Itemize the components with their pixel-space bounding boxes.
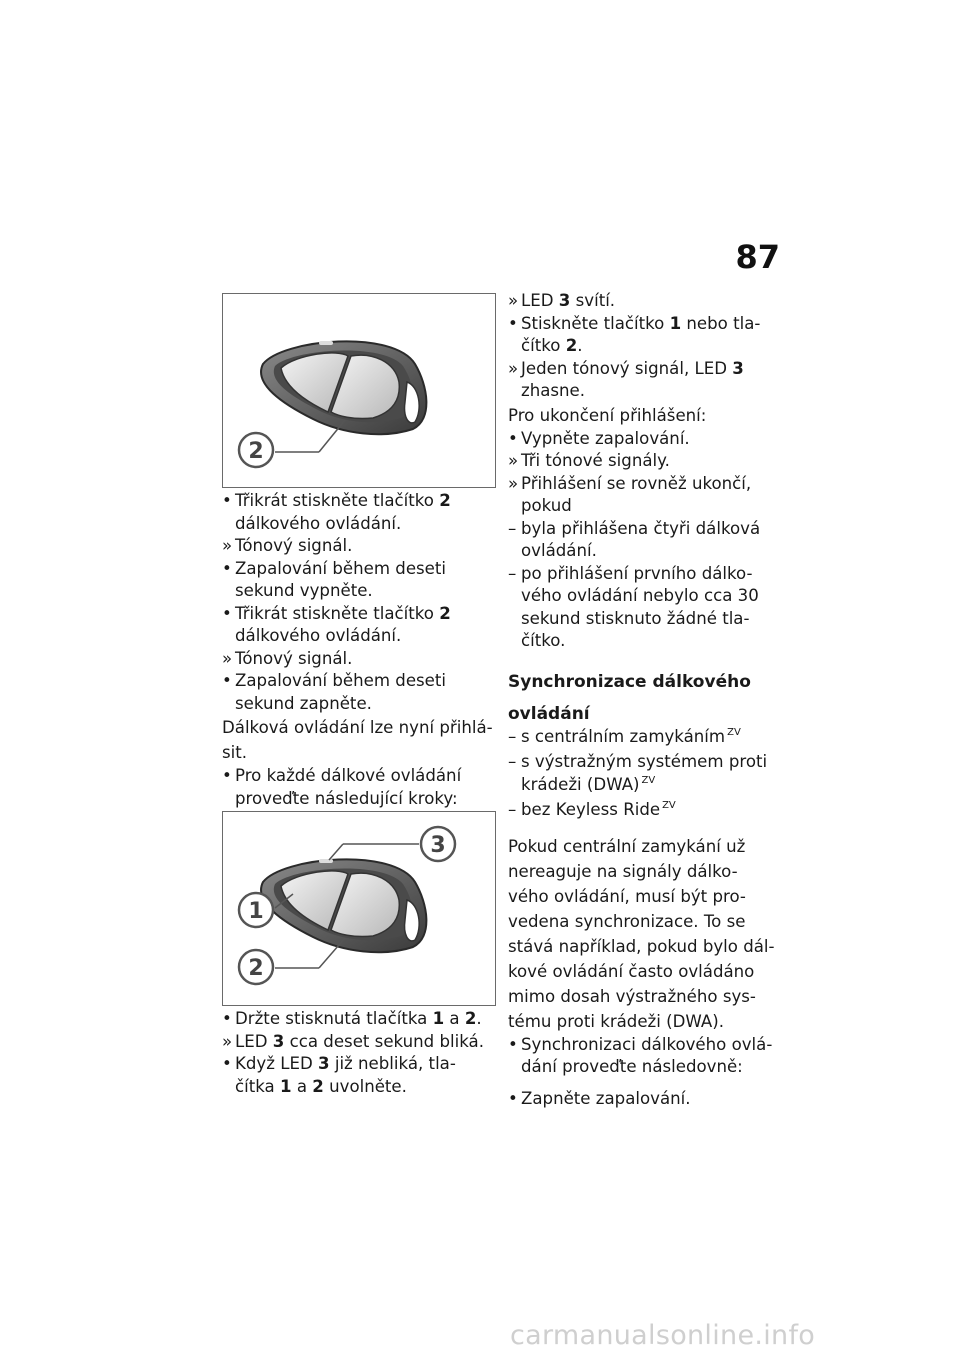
text-run: Tři tónové signály. (521, 451, 670, 470)
list-item (222, 648, 500, 671)
paragraph-line (508, 959, 780, 984)
result-marker: » (222, 1031, 233, 1051)
key-fob-illustration (223, 812, 495, 1005)
text-run: kové ovládání často ovládáno (508, 961, 755, 981)
dash-marker: – (508, 800, 517, 819)
item-number: 1 (669, 313, 682, 333)
list-item (508, 1088, 780, 1111)
paragraph-line (508, 884, 780, 909)
list-item-continuation (508, 608, 780, 631)
text-run: po přihlášení prvního dálko- (521, 563, 753, 583)
dash-marker: – (508, 726, 517, 746)
bullet-marker: • (222, 1009, 232, 1028)
item-number: 2 (439, 603, 451, 623)
list-item (222, 765, 500, 788)
text-run: uvolněte. (323, 1076, 407, 1096)
paragraph-line (508, 859, 780, 884)
text-run: vého ovládání, musí být pro- (508, 886, 746, 906)
paragraph-line (508, 934, 780, 959)
bullet-marker: • (222, 671, 232, 690)
list-item (508, 563, 780, 586)
item-number: 3 (318, 1054, 330, 1073)
text-run: a (444, 1009, 465, 1028)
text-run: bez Keyless Ride (521, 800, 661, 819)
watermark: carmanualsonline.info (510, 1320, 816, 1351)
text-run: sekund stisknuto žádné tla- (521, 608, 750, 628)
paragraph-line (508, 834, 780, 859)
bullet-marker: • (222, 603, 232, 623)
key-fob-figure-1 (222, 293, 496, 488)
right-column-text (508, 290, 780, 1110)
list-item (508, 313, 780, 336)
list-item (222, 670, 500, 693)
list-item-continuation (508, 335, 780, 358)
text-run: již nebliká, tla- (329, 1054, 456, 1073)
spacer (508, 1079, 780, 1088)
text-run: čítko (521, 336, 566, 355)
text-run: tému proti krádeži (DWA). (508, 1011, 724, 1031)
text-run: nebo tla- (681, 313, 761, 333)
page-number: 87 (735, 238, 780, 276)
text-run: s výstražným systémem proti (521, 752, 768, 771)
dash-marker: – (508, 752, 517, 771)
key-fob-figure-2 (222, 811, 496, 1006)
text-run: zhasne. (521, 381, 586, 400)
list-item-continuation (222, 788, 500, 811)
list-item-continuation (508, 585, 780, 608)
text-run: Dálková ovládání lze nyní přihlá- (222, 718, 493, 737)
list-item (508, 473, 780, 496)
text-run: dálkového ovládání. (235, 513, 402, 533)
text-run: ovládání (508, 703, 590, 724)
dash-marker: – (508, 563, 517, 583)
list-item (508, 1034, 780, 1057)
text-run: Držte stisknutá tlačítka (235, 1009, 433, 1028)
text-run: Pro každé dálkové ovládání (235, 766, 462, 785)
text-run: svítí. (570, 291, 616, 310)
spacer (508, 653, 780, 662)
callout-3-label: 3 (430, 833, 446, 858)
text-run: byla přihlášena čtyři dálková (521, 518, 761, 538)
text-run: Třikrát stiskněte tlačítko (235, 491, 440, 510)
list-item (222, 1053, 500, 1076)
text-run: pokud (521, 496, 572, 515)
list-item (222, 490, 500, 513)
section-heading (508, 670, 780, 694)
text-run: Zapalování během deseti (235, 671, 447, 690)
text-run: nereaguje na signály dálko- (508, 861, 738, 881)
list-item (222, 1008, 500, 1031)
item-number: 3 (732, 358, 744, 378)
text-run: proveďte následující kroky: (235, 788, 458, 808)
list-item (222, 535, 500, 558)
list-item-continuation (222, 625, 500, 648)
list-item (508, 726, 780, 752)
bullet-marker: • (222, 766, 232, 785)
dash-marker: – (508, 518, 517, 538)
result-marker: » (508, 358, 519, 378)
text-run: sekund zapněte. (235, 693, 372, 713)
list-item-continuation (222, 693, 500, 716)
list-item-continuation (222, 1076, 500, 1099)
text-run: sit. (222, 743, 248, 762)
result-marker: » (508, 473, 519, 493)
left-column-text-lower (222, 1008, 500, 1098)
option-superscript: ZV (727, 726, 741, 738)
list-item (222, 558, 500, 581)
result-marker: » (222, 536, 233, 555)
item-number: 1 (280, 1076, 292, 1096)
callout-2-label: 2 (248, 956, 264, 981)
text-run: LED (521, 291, 559, 310)
text-run: . (577, 336, 583, 355)
bullet-marker: • (508, 313, 518, 333)
list-item-continuation (222, 513, 500, 536)
text-run: čítka (235, 1076, 281, 1096)
bullet-marker: • (508, 428, 518, 448)
text-run: . (476, 1009, 482, 1028)
text-run: čítko. (521, 631, 566, 650)
text-run: ovládání. (521, 541, 597, 560)
list-item-continuation (508, 630, 780, 653)
text-run: vedena synchronizace. To se (508, 911, 746, 931)
list-item-continuation (508, 1056, 780, 1079)
bullet-marker: • (222, 558, 232, 578)
text-run: cca deset sekund bliká. (284, 1031, 484, 1051)
paragraph-line (508, 403, 780, 428)
text-run: Pokud centrální zamykání už (508, 836, 746, 856)
item-number: 3 (558, 291, 571, 310)
text-run: Zapněte zapalování. (521, 1088, 691, 1108)
item-number: 2 (464, 1009, 477, 1028)
list-item (508, 290, 780, 313)
text-run: Jeden tónový signál, LED (521, 358, 733, 378)
list-item-continuation (508, 495, 780, 518)
text-run: Přihlášení se rovněž ukončí, (521, 473, 752, 493)
text-run: sekund vypněte. (235, 581, 373, 600)
list-item (508, 428, 780, 451)
text-run: Synchronizaci dálkového ovlá- (521, 1034, 773, 1054)
section-heading (508, 702, 780, 726)
text-run: s centrálním zamykáním (521, 726, 726, 746)
text-run: LED (235, 1031, 273, 1051)
text-run: mimo dosah výstražného sys- (508, 986, 756, 1006)
text-run: Tónový signál. (235, 536, 353, 555)
paragraph-line (508, 909, 780, 934)
list-item-continuation (508, 380, 780, 403)
item-number: 2 (312, 1076, 324, 1096)
result-marker: » (222, 648, 233, 668)
list-item (222, 1031, 500, 1054)
list-item (508, 358, 780, 381)
text-run: dání proveďte následovně: (521, 1057, 743, 1076)
result-marker: » (508, 451, 519, 470)
option-superscript: ZV (641, 774, 656, 786)
paragraph-line (222, 740, 500, 765)
spacer (508, 825, 780, 834)
list-item (508, 799, 780, 825)
bullet-marker: • (508, 1088, 518, 1108)
text-run: Zapalování během deseti (235, 558, 447, 578)
list-item-continuation (222, 580, 500, 603)
bullet-marker: • (222, 491, 232, 510)
item-number: 2 (439, 491, 451, 510)
list-item (508, 450, 780, 473)
text-run: Třikrát stiskněte tlačítko (235, 603, 440, 623)
option-superscript: ZV (662, 800, 676, 811)
text-run: Synchronizace dálkového (508, 671, 751, 692)
text-run: stává například, pokud bylo dál- (508, 936, 775, 956)
left-column-text (222, 490, 500, 810)
list-item-continuation (508, 540, 780, 563)
key-fob-illustration (223, 294, 495, 487)
text-run: dálkového ovládání. (235, 626, 402, 645)
paragraph-line (508, 984, 780, 1009)
result-marker: » (508, 291, 519, 310)
text-run: Stiskněte tlačítko (521, 313, 670, 333)
bullet-marker: • (508, 1034, 518, 1054)
text-run: Pro ukončení přihlášení: (508, 405, 707, 425)
list-item (222, 603, 500, 626)
callout-1-label: 1 (248, 899, 264, 924)
bullet-marker: • (222, 1054, 232, 1073)
list-item (508, 751, 780, 774)
item-number: 1 (432, 1009, 445, 1028)
text-run: Vypněte zapalování. (521, 428, 690, 448)
list-item (508, 518, 780, 541)
text-run: vého ovládání nebylo cca 30 (521, 586, 759, 605)
text-run: krádeži (DWA) (521, 774, 640, 794)
item-number: 3 (272, 1031, 285, 1051)
paragraph-line (508, 1009, 780, 1034)
callout-2-label: 2 (248, 439, 264, 464)
item-number: 2 (565, 336, 578, 355)
paragraph-line (222, 715, 500, 740)
text-run: a (291, 1076, 313, 1096)
text-run: Když LED (235, 1054, 319, 1073)
list-item-continuation (508, 774, 780, 800)
text-run: Tónový signál. (235, 648, 353, 668)
